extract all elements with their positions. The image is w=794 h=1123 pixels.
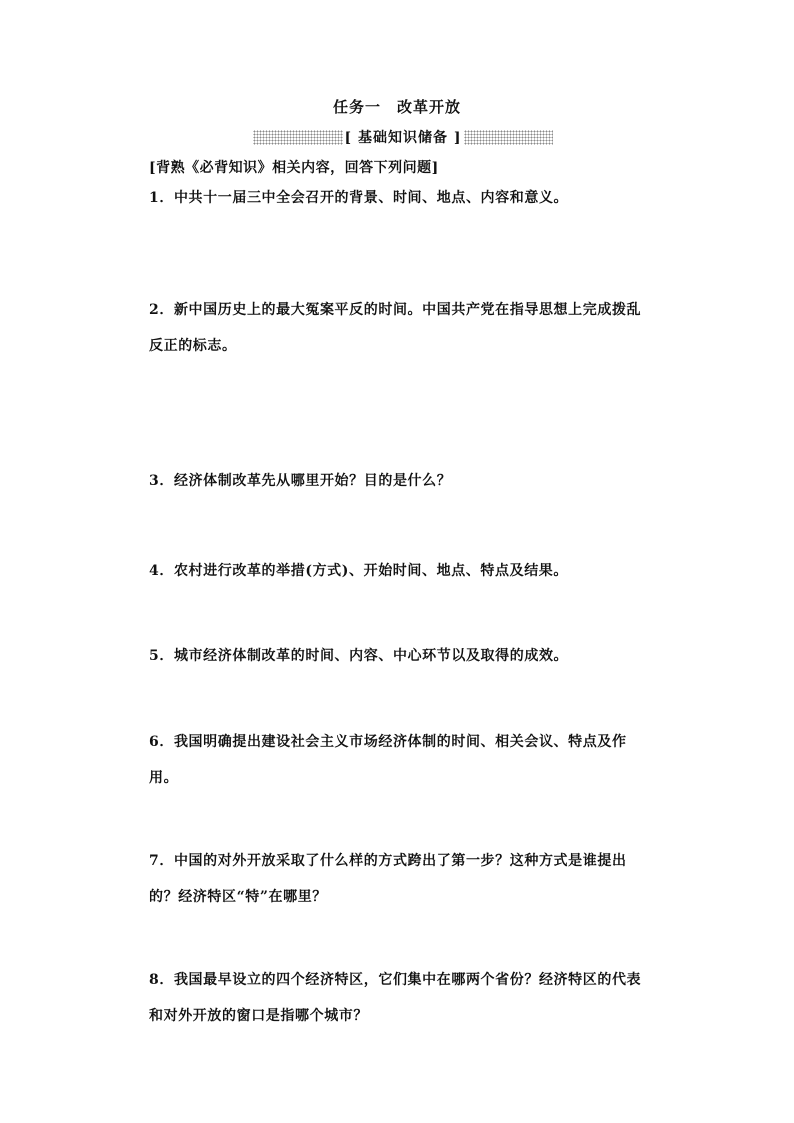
question-5: 5．城市经济体制改革的时间、内容、中心环节以及取得的成效。 [149,648,569,664]
question-2: 2．新中国历史上的最大冤案平反的时间。中国共产党在指导思想上完成拨乱反正的标志。 [149,302,642,354]
question-7: 7．中国的对外开放采取了什么样的方式跨出了第一步？这种方式是谁提出的？经济特区“特”在哪里？ [149,853,627,905]
dotted-divider-left [253,130,343,145]
question-8: 8．我国最早设立的四个经济特区，它们集中在哪两个省份？经济特区的代表和对外开放的窗口是指哪个城市？ [149,972,642,1024]
instruction-text: [背熟《必背知识》相关内容，回答下列问题] [149,160,439,176]
page-title: 任务一 改革开放 [332,98,461,116]
section-label: [ 基础知识储备 ] [344,130,462,146]
dotted-divider-right [464,130,554,145]
question-1: 1．中共十一届三中全会召开的背景、时间、地点、内容和意义。 [149,190,569,206]
section-header [253,127,553,147]
question-6: 6．我国明确提出建设社会主义市场经济体制的时间、相关会议、特点及作用。 [149,734,627,786]
question-4: 4．农村进行改革的举措(方式)、开始时间、地点、特点及结果。 [149,563,568,579]
question-3: 3．经济体制改革先从哪里开始？目的是什么？ [149,473,452,489]
